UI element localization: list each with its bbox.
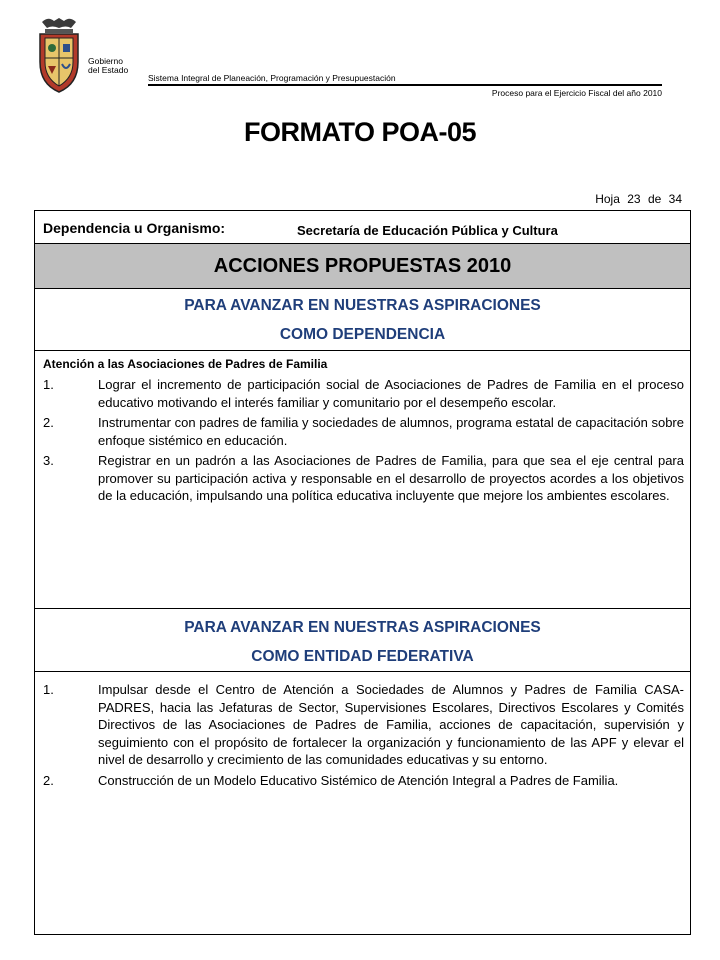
section1-heading <box>35 289 690 351</box>
section1-line2: COMO DEPENDENCIA <box>279 326 446 343</box>
list-item-text: Lograr el incremento de participación social de Asociaciones de Padres de Familia en el proceso educativo motivando el interés familiar y comunitario por el desempeño escolar. <box>98 377 684 410</box>
list-item-text: Impulsar desde el Centro de Atención a Sociedades de Alumnos y Padres de Familia CASA-PADRES, hacia las Jefaturas de Sector, Supervisiones Escolares, Directivos Escolares y Comités Directivos de las Asociaciones de Padres de Familia, acciones de capacitación, supervisión y seguimiento con el propósito de fortalecer la organización y funcionamiento de las APF y elevar el nivel de desarrollo y crecimiento de las comunidades educativas y su entorno. <box>98 682 684 767</box>
dependencia-row <box>35 211 690 244</box>
system-name: Sistema Integral de Planeación, Programación y Presupuestación <box>148 73 396 83</box>
gobierno-line1: Gobierno <box>88 56 123 66</box>
acciones-header: ACCIONES PROPUESTAS 2010 <box>35 244 690 289</box>
page-counter-total: 34 <box>668 192 682 206</box>
process-label: Proceso para el Ejercicio Fiscal del año 2010 <box>491 88 662 98</box>
list-item-number: 1. <box>43 377 54 392</box>
form-box <box>34 210 691 935</box>
list-item-number: 2. <box>43 772 54 788</box>
list-item-text: Construcción de un Modelo Educativo Sistémico de Atención Integral a Padres de Familia. <box>98 772 619 788</box>
section2-line1: PARA AVANZAR EN NUESTRAS ASPIRACIONES <box>184 619 541 636</box>
dependencia-value: Secretaría de Educación Pública y Cultura <box>297 223 558 238</box>
list-item <box>43 681 684 769</box>
page-counter-label: Hoja <box>595 192 620 206</box>
list-item-number: 3. <box>43 453 54 468</box>
list-item <box>43 772 684 790</box>
gobierno-del-estado-label <box>88 57 128 75</box>
page-title: FORMATO POA-05 <box>243 117 477 147</box>
header-rule <box>148 84 662 86</box>
list-item <box>43 376 684 411</box>
list-item <box>43 414 684 449</box>
section1-line1: PARA AVANZAR EN NUESTRAS ASPIRACIONES <box>184 297 541 314</box>
list-item <box>43 452 684 505</box>
state-coat-of-arms-logo <box>36 16 82 94</box>
section2-heading <box>35 608 690 672</box>
dependencia-label: Dependencia u Organismo: <box>43 220 226 236</box>
page-counter-current: 23 <box>627 192 641 206</box>
list-item-number: 1. <box>43 682 54 697</box>
page-counter <box>591 192 682 206</box>
list-item-number: 2. <box>43 415 54 430</box>
section2-line2: COMO ENTIDAD FEDERATIVA <box>251 648 474 665</box>
page-counter-de: de <box>647 192 662 206</box>
section1-subtitle: Atención a las Asociaciones de Padres de Familia <box>43 357 328 371</box>
list-item-text: Instrumentar con padres de familia y sociedades de alumnos, programa estatal de capacitación sobre enfoque sistémico en educación. <box>98 415 684 448</box>
section1-list <box>43 376 684 508</box>
list-item-text: Registrar en un padrón a las Asociaciones de Padres de Familia, para que sea el eje central para promover su participación activa y responsable en el desarrollo de proyectos acordes a los objetivos de la educación, impulsando una política educativa incluyente que mejore los ambientes escolares. <box>98 453 684 503</box>
gobierno-line2: del Estado <box>88 65 129 75</box>
section2-list <box>43 681 684 792</box>
